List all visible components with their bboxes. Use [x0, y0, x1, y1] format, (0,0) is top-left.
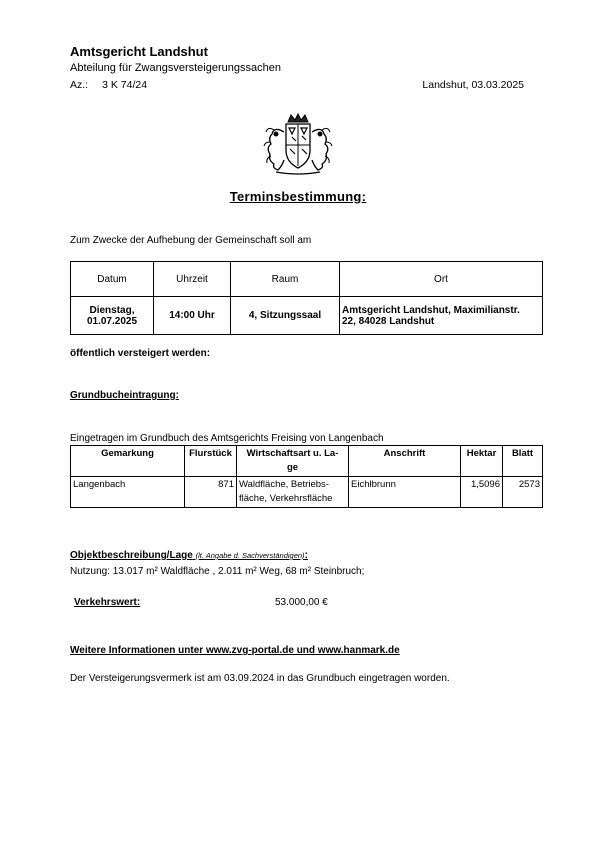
vermerk-text: Der Versteigerungsvermerk ist am 03.09.2024 in das Grundbuch eingetragen worden.	[70, 673, 450, 684]
place-date: Landshut, 03.03.2025	[422, 79, 524, 91]
table-header-row	[71, 446, 543, 477]
land-register-heading: Grundbucheintragung:	[70, 390, 179, 401]
intro-text: Zum Zwecke der Aufhebung der Gemeinschaft soll am	[70, 235, 312, 246]
header-gemarkung: Gemarkung	[71, 446, 185, 477]
appointment-location	[340, 297, 543, 335]
case-number-label: Az.:	[70, 79, 89, 91]
cell-gemarkung: Langenbach	[71, 477, 185, 508]
info-links[interactable]: Weitere Informationen unter www.zvg-portal.de und www.hanmark.de	[70, 645, 400, 656]
header-anschrift: Anschrift	[349, 446, 461, 477]
header-room: Raum	[231, 262, 340, 297]
appointment-date-value: 01.07.2025	[86, 315, 138, 327]
land-register-text: Eingetragen im Grundbuch des Amtsgerichts Freising von Langenbach	[70, 433, 384, 444]
location-line-1: Amtsgericht Landshut, Maximilianstr.	[342, 304, 520, 316]
sale-text: öffentlich versteigert werden:	[70, 348, 211, 359]
header-location: Ort	[340, 262, 543, 297]
appointment-weekday: Dienstag,	[89, 304, 135, 316]
cell-hektar: 1,5096	[461, 477, 503, 508]
case-number-value: 3 K 74/24	[102, 79, 148, 91]
cell-wirtschaftsart-line-2: fläche, Verkehrsfläche	[239, 493, 333, 504]
header-wirtschaftsart-line-2: ge	[286, 462, 299, 473]
table-row	[71, 297, 543, 335]
land-register-table	[70, 445, 543, 508]
header-hektar: Hektar	[461, 446, 503, 477]
appointment-table	[70, 261, 543, 335]
appointment-date	[71, 297, 154, 335]
coat-of-arms-icon	[262, 112, 334, 176]
object-heading-colon: :	[304, 550, 308, 561]
table-row	[71, 477, 543, 508]
object-heading	[70, 550, 308, 561]
table-header-row	[71, 262, 543, 297]
page-title: Terminsbestimmung:	[229, 189, 367, 204]
market-value: 53.000,00 €	[275, 597, 328, 608]
header-wirtschaftsart-line-1: Wirtschaftsart u. La-	[246, 448, 339, 459]
cell-flurstueck: 871	[185, 477, 237, 508]
location-line-2: 22, 84028 Landshut	[342, 315, 435, 327]
header-time: Uhrzeit	[154, 262, 231, 297]
market-value-label: Verkehrswert:	[74, 597, 141, 608]
object-usage: Nutzung: 13.017 m² Waldfläche , 2.011 m² Weg, 68 m² Steinbruch;	[70, 566, 365, 577]
object-heading-text: Objektbeschreibung/Lage	[70, 550, 193, 561]
header-wirtschaftsart	[237, 446, 349, 477]
header-blatt: Blatt	[503, 446, 543, 477]
cell-blatt: 2573	[503, 477, 543, 508]
department: Abteilung für Zwangsversteigerungssachen	[70, 62, 281, 74]
case-number	[70, 79, 147, 91]
cell-anschrift: Eichlbrunn	[349, 477, 461, 508]
object-heading-note: (lt. Angabe d. Sachverständigen)	[195, 551, 305, 560]
cell-wirtschaftsart	[237, 477, 349, 508]
appointment-time: 14:00 Uhr	[154, 297, 231, 335]
header-date: Datum	[71, 262, 154, 297]
court-name: Amtsgericht Landshut	[70, 44, 208, 59]
appointment-room: 4, Sitzungssaal	[231, 297, 340, 335]
cell-wirtschaftsart-line-1: Waldfläche, Betriebs-	[239, 479, 329, 490]
header-flurstueck: Flurstück	[185, 446, 237, 477]
